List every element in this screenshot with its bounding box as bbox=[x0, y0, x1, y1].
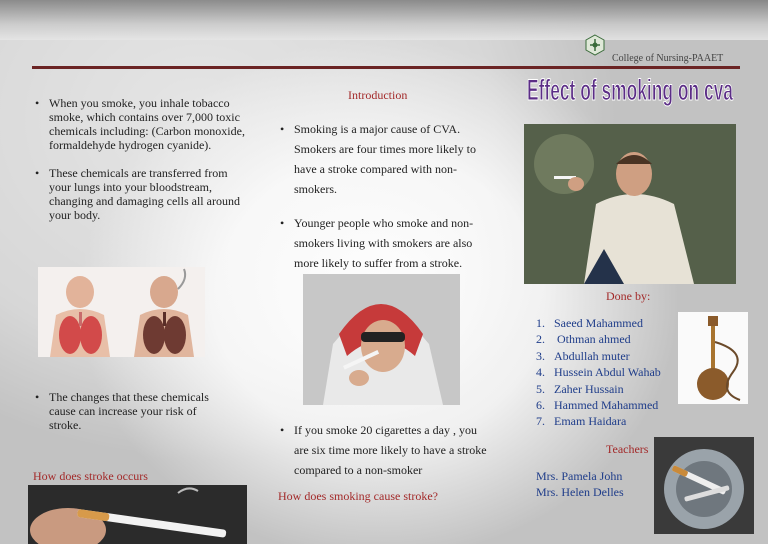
member-name: Hussein Abdul Wahab bbox=[554, 365, 661, 380]
page-title bbox=[524, 64, 736, 112]
cigarette-hand-image bbox=[28, 485, 247, 544]
hookah-image bbox=[678, 312, 748, 404]
teachers-list bbox=[536, 468, 624, 500]
middle-bullet-3: • If you smoke 20 cigarettes a day , you are six time more likely to have a stroke compared to a non-smoker bbox=[280, 420, 492, 480]
member-name: Saeed Mahammed bbox=[554, 316, 643, 330]
left-bullet-2: • These chemicals are transferred from your lungs into your bloodstream, changing and damaging cells all around your body. bbox=[35, 166, 247, 222]
smoking-cause-heading: How does smoking cause stroke? bbox=[278, 489, 438, 503]
member-name: Othman ahmed bbox=[554, 332, 631, 347]
college-logo bbox=[585, 34, 605, 56]
man-smoking-image bbox=[524, 124, 736, 284]
college-name: College of Nursing-PAAET bbox=[612, 53, 724, 64]
lungs-image bbox=[38, 267, 205, 357]
member-item: 7. Emam Haidara bbox=[536, 414, 627, 429]
member-item: 6. Hammed Mahammed bbox=[536, 398, 659, 413]
teachers-heading: Teachers bbox=[606, 442, 649, 456]
teacher-name: Mrs. Helen Delles bbox=[536, 485, 624, 499]
left-bullet-3: • The changes that these chemicals cause can increase your risk of stroke. bbox=[35, 390, 225, 432]
smoker-keffiyeh-image bbox=[303, 274, 460, 405]
ashtray-image bbox=[654, 437, 754, 534]
member-name: Hammed Mahammed bbox=[554, 398, 659, 413]
left-bullets bbox=[35, 96, 247, 236]
member-item: 4. Hussein Abdul Wahab bbox=[536, 365, 661, 380]
stroke-occurs-heading: How does stroke occurs bbox=[33, 469, 148, 483]
member-item: 5. Zaher Hussain bbox=[536, 381, 624, 396]
left-bullets-lower bbox=[35, 390, 225, 446]
title-text: Effect of smoking on cva bbox=[527, 74, 734, 107]
member-name: Abdullah muter bbox=[554, 348, 630, 363]
member-item: 2. Othman ahmed bbox=[536, 332, 631, 347]
middle-bullets bbox=[280, 119, 492, 287]
teacher-name: Mrs. Pamela John bbox=[536, 469, 623, 483]
top-band bbox=[0, 0, 768, 40]
members-list bbox=[536, 315, 661, 430]
left-bullet-1: • When you smoke, you inhale tobacco smoke, which contains over 7,000 toxic chemicals including: (Carbon monoxide, formaldehyde hydrogen cyanide). bbox=[35, 96, 247, 152]
member-item: 1. Saeed Mahammed bbox=[536, 316, 643, 330]
middle-bullet-2: • Younger people who smoke and non-smokers living with smokers are also more likely to suffer from a stroke. bbox=[280, 213, 492, 273]
middle-bullet-1: • Smoking is a major cause of CVA. Smokers are four times more likely to have a stroke compared with non-smokers. bbox=[280, 119, 492, 199]
member-item: 3. Abdullah muter bbox=[536, 348, 630, 363]
done-by-heading: Done by: bbox=[606, 289, 651, 303]
member-name: Emam Haidara bbox=[554, 414, 627, 429]
introduction-heading: Introduction bbox=[348, 88, 408, 102]
member-name: Zaher Hussain bbox=[554, 381, 624, 396]
middle-bullets-lower bbox=[280, 420, 492, 494]
